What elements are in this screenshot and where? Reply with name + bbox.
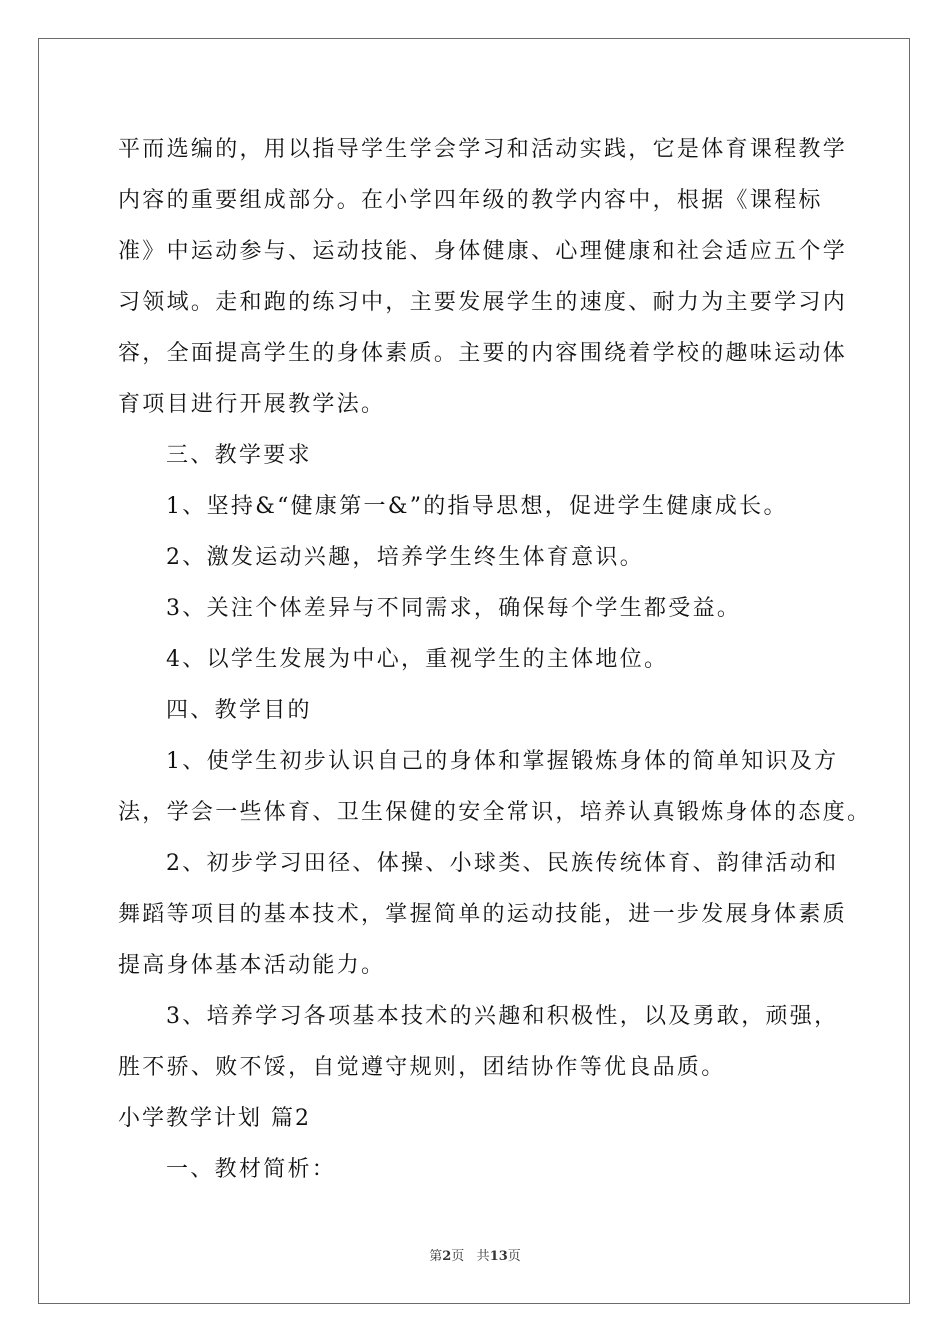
- page-suffix: 页: [451, 1249, 465, 1264]
- section-heading-objectives: 四、教学目的: [166, 698, 312, 723]
- text-line-5: 容，全面提高学生的身体素质。主要的内容围绕着学校的趣味运动体: [118, 341, 848, 366]
- page-number: 2: [442, 1249, 452, 1264]
- objective-item-2-line-2: 舞蹈等项目的基本技术，掌握简单的运动技能，进一步发展身体素质: [118, 902, 848, 927]
- requirement-item-1: 1、坚持&“健康第一&”的指导思想，促进学生健康成长。: [166, 494, 788, 519]
- total-prefix: 共: [476, 1249, 490, 1264]
- text-line-2: 内容的重要组成部分。在小学四年级的教学内容中，根据《课程标: [118, 188, 823, 213]
- section-heading-materials: 一、教材简析：: [166, 1157, 337, 1182]
- requirement-item-3: 3、关注个体差异与不同需求，确保每个学生都受益。: [166, 596, 742, 621]
- total-pages: 13: [489, 1249, 508, 1264]
- total-suffix: 页: [507, 1249, 521, 1264]
- section-heading-requirements: 三、教学要求: [166, 443, 312, 468]
- objective-item-1-line-2: 法，学会一些体育、卫生保健的安全常识，培养认真锻炼身体的态度。: [118, 800, 872, 825]
- document-body: [118, 124, 872, 1195]
- text-line-4: 习领域。走和跑的练习中，主要发展学生的速度、耐力为主要学习内: [118, 290, 848, 315]
- objective-item-3-line-2: 胜不骄、败不馁，自觉遵守规则，团结协作等优良品质。: [118, 1055, 726, 1080]
- text-line-1: 平而选编的，用以指导学生学会学习和活动实践，它是体育课程教学: [118, 137, 848, 162]
- requirement-item-2: 2、激发运动兴趣，培养学生终生体育意识。: [166, 545, 644, 570]
- text-line-3: 准》中运动参与、运动技能、身体健康、心理健康和社会适应五个学: [118, 239, 848, 264]
- page-footer: [0, 1245, 950, 1264]
- objective-item-3-line-1: 3、培养学习各项基本技术的兴趣和积极性，以及勇敢，顽强，: [166, 1004, 839, 1029]
- objective-item-2-line-1: 2、初步学习田径、体操、小球类、民族传统体育、韵律活动和: [166, 851, 839, 876]
- objective-item-2-line-3: 提高身体基本活动能力。: [118, 953, 386, 978]
- text-line-6: 育项目进行开展教学法。: [118, 392, 386, 417]
- requirement-item-4: 4、以学生发展为中心，重视学生的主体地位。: [166, 647, 669, 672]
- page-prefix: 第: [429, 1249, 443, 1264]
- objective-item-1-line-1: 1、使学生初步认识自己的身体和掌握锻炼身体的简单知识及方: [166, 749, 839, 774]
- plan-title-part-2: 小学教学计划 篇2: [118, 1106, 311, 1131]
